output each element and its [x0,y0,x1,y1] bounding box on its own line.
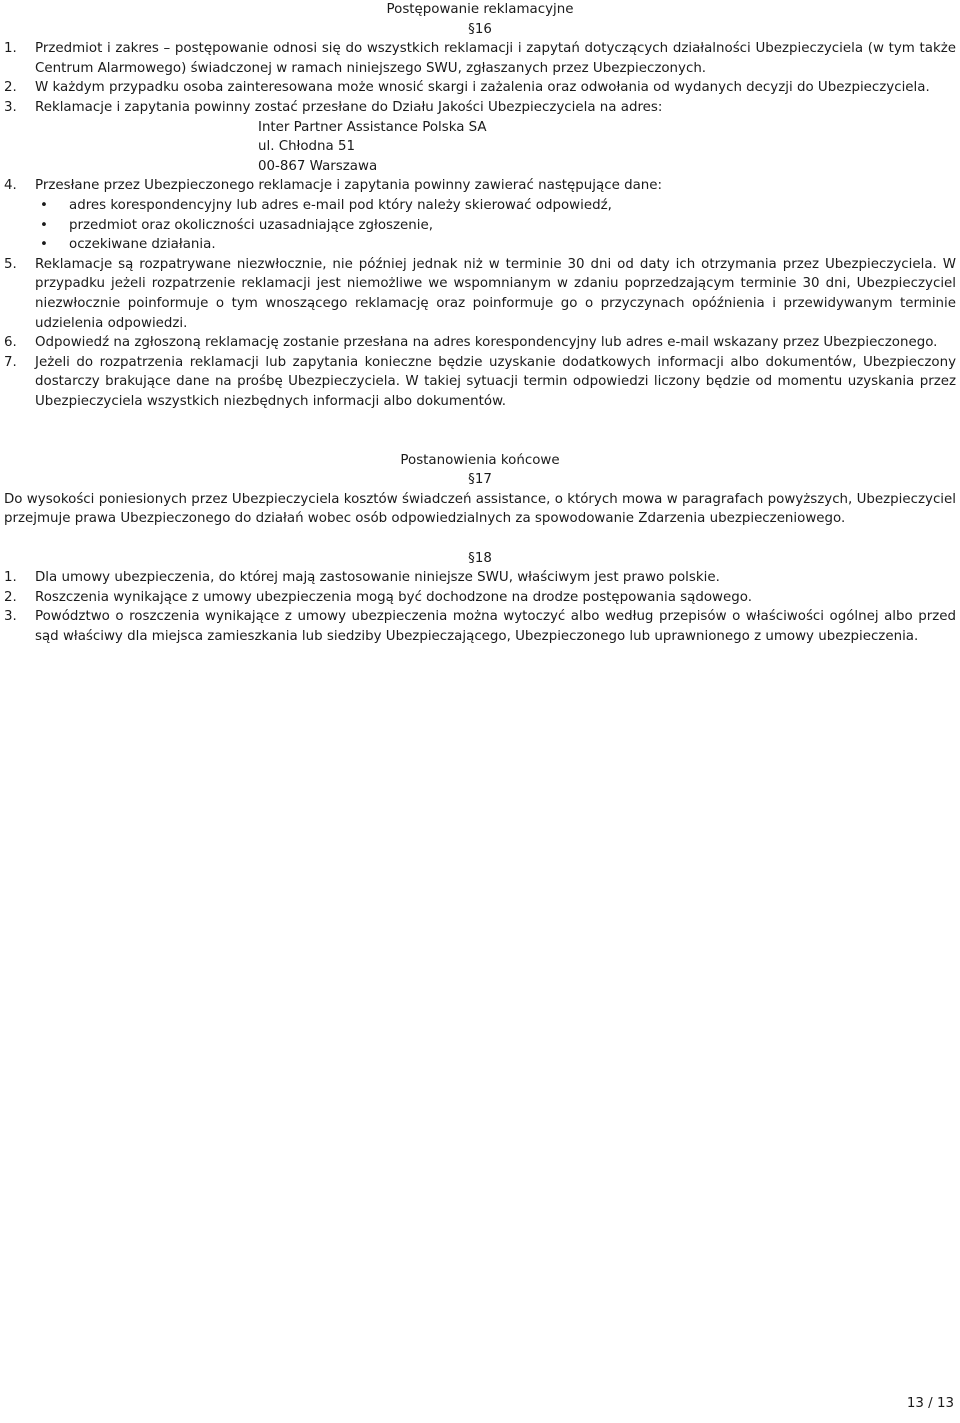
item-text: W każdym przypadku osoba zainteresowana może wnosić skargi i zażalenia oraz odwołania od wydanych decyzji do Ubezpieczyciela. [35,80,930,96]
item-number: 4. [4,178,17,194]
item-text: Powództwo o roszczenia wynikające z umowy ubezpieczenia można wytoczyć albo według przepisów o właściwości ogólnej albo przed sąd właściwy dla miejsca zamieszkania lub siedziby Ubezpieczającego, Ubezpieczonego lub uprawnionego z umowy ubezpieczenia. [35,609,956,644]
item-number: 6. [4,335,17,351]
spacer [4,431,956,451]
document-page [4,0,956,647]
bullet-item [4,196,956,216]
item-number: 3. [4,99,17,115]
list-item [4,333,956,353]
item-number: 1. [4,41,17,57]
item-text: Przesłane przez Ubezpieczonego reklamacje i zapytania powinny zawierać następujące dane: [35,178,663,194]
bullet-icon: • [40,197,48,213]
item-number: 2. [4,80,17,96]
item-number: 1. [4,570,17,586]
list-item [4,255,956,333]
list-item [4,588,956,608]
list-item [4,176,956,196]
address-line-city: 00-867 Warszawa [258,158,378,174]
list-item [4,607,956,646]
item-text: Reklamacje są rozpatrywane niezwłocznie, nie później jednak niż w terminie 30 dni od daty ich otrzymania przez Ubezpieczyciela. W przypadku jeżeli rozpatrzenie reklamacji jest niemożliwe we wspomnianym w zdaniu poprzedzającym terminie 30 dni, Ubezpieczyciel niezwłocznie poinformuje o tym wnoszącego reklamację oraz poinformuje go o przyczynach opóźnienia i przewidywanym terminie udzielenia odpowiedzi. [35,256,956,331]
list-item [4,568,956,588]
bullet-item [4,216,956,236]
item-number: 5. [4,256,17,272]
item-text: Przedmiot i zakres – postępowanie odnosi się do wszystkich reklamacji i zapytań dotyczących działalności Ubezpieczyciela (w tym także Centrum Alarmowego) świadczonej w ramach niniejszego SWU, zgłaszanych przez Ubezpieczonych. [35,41,956,76]
item-text: Jeżeli do rozpatrzenia reklamacji lub zapytania konieczne będzie uzyskanie dodatkowych informacji albo dokumentów, Ubezpieczony dostarczy brakujące dane na prośbę Ubezpieczyciela. W takiej sytuacji termin odpowiedzi liczony będzie od momentu uzyskania przez Ubezpieczyciela wszystkich niezbędnych informacji albo dokumentów. [35,354,956,409]
paragraph-16-number: §16 [468,21,492,37]
item-text: Roszczenia wynikające z umowy ubezpieczenia mogą być dochodzone na drodze postępowania sądowego. [35,589,752,605]
item-number: 7. [4,354,17,370]
bullet-icon: • [40,237,48,253]
bullet-item [4,235,956,255]
item-number: 3. [4,609,17,625]
spacer [4,529,956,549]
section-title-final-provisions: Postanowienia końcowe [400,452,560,468]
list-item [4,78,956,98]
bullet-text: oczekiwane działania. [69,237,216,253]
list-item [4,353,956,412]
address-line-street: ul. Chłodna 51 [258,139,356,155]
bullet-icon: • [40,217,48,233]
paragraph-17-text: Do wysokości poniesionych przez Ubezpieczyciela kosztów świadczeń assistance, o których mowa w paragrafach powyższych, Ubezpieczyciel przejmuje prawa Ubezpieczonego do działań wobec osób odpowiedzialnych za spowodowanie Zdarzenia ubezpieczeniowego. [4,491,956,527]
item-text: Dla umowy ubezpieczenia, do której mają zastosowanie niniejsze SWU, właściwym jest prawo polskie. [35,570,720,586]
spacer [4,411,956,431]
page-number: 13 / 13 [906,1396,954,1411]
address-line-company: Inter Partner Assistance Polska SA [258,119,487,135]
section-title-complaints: Postępowanie reklamacyjne [386,2,574,17]
item-text: Odpowiedź na zgłoszoną reklamację zostanie przesłana na adres korespondencyjny lub adres e-mail wskazany przez Ubezpieczonego. [35,335,938,351]
paragraph-18-number: §18 [468,550,492,566]
bullet-text: przedmiot oraz okoliczności uzasadniające zgłoszenie, [69,217,433,233]
item-number: 2. [4,589,17,605]
list-item [4,39,956,78]
list-item [4,98,956,118]
item-text: Reklamacje i zapytania powinny zostać przesłane do Działu Jakości Ubezpieczyciela na adres: [35,99,663,115]
bullet-text: adres korespondencyjny lub adres e-mail pod który należy skierować odpowiedź, [69,197,612,213]
paragraph-17-number: §17 [468,472,492,488]
